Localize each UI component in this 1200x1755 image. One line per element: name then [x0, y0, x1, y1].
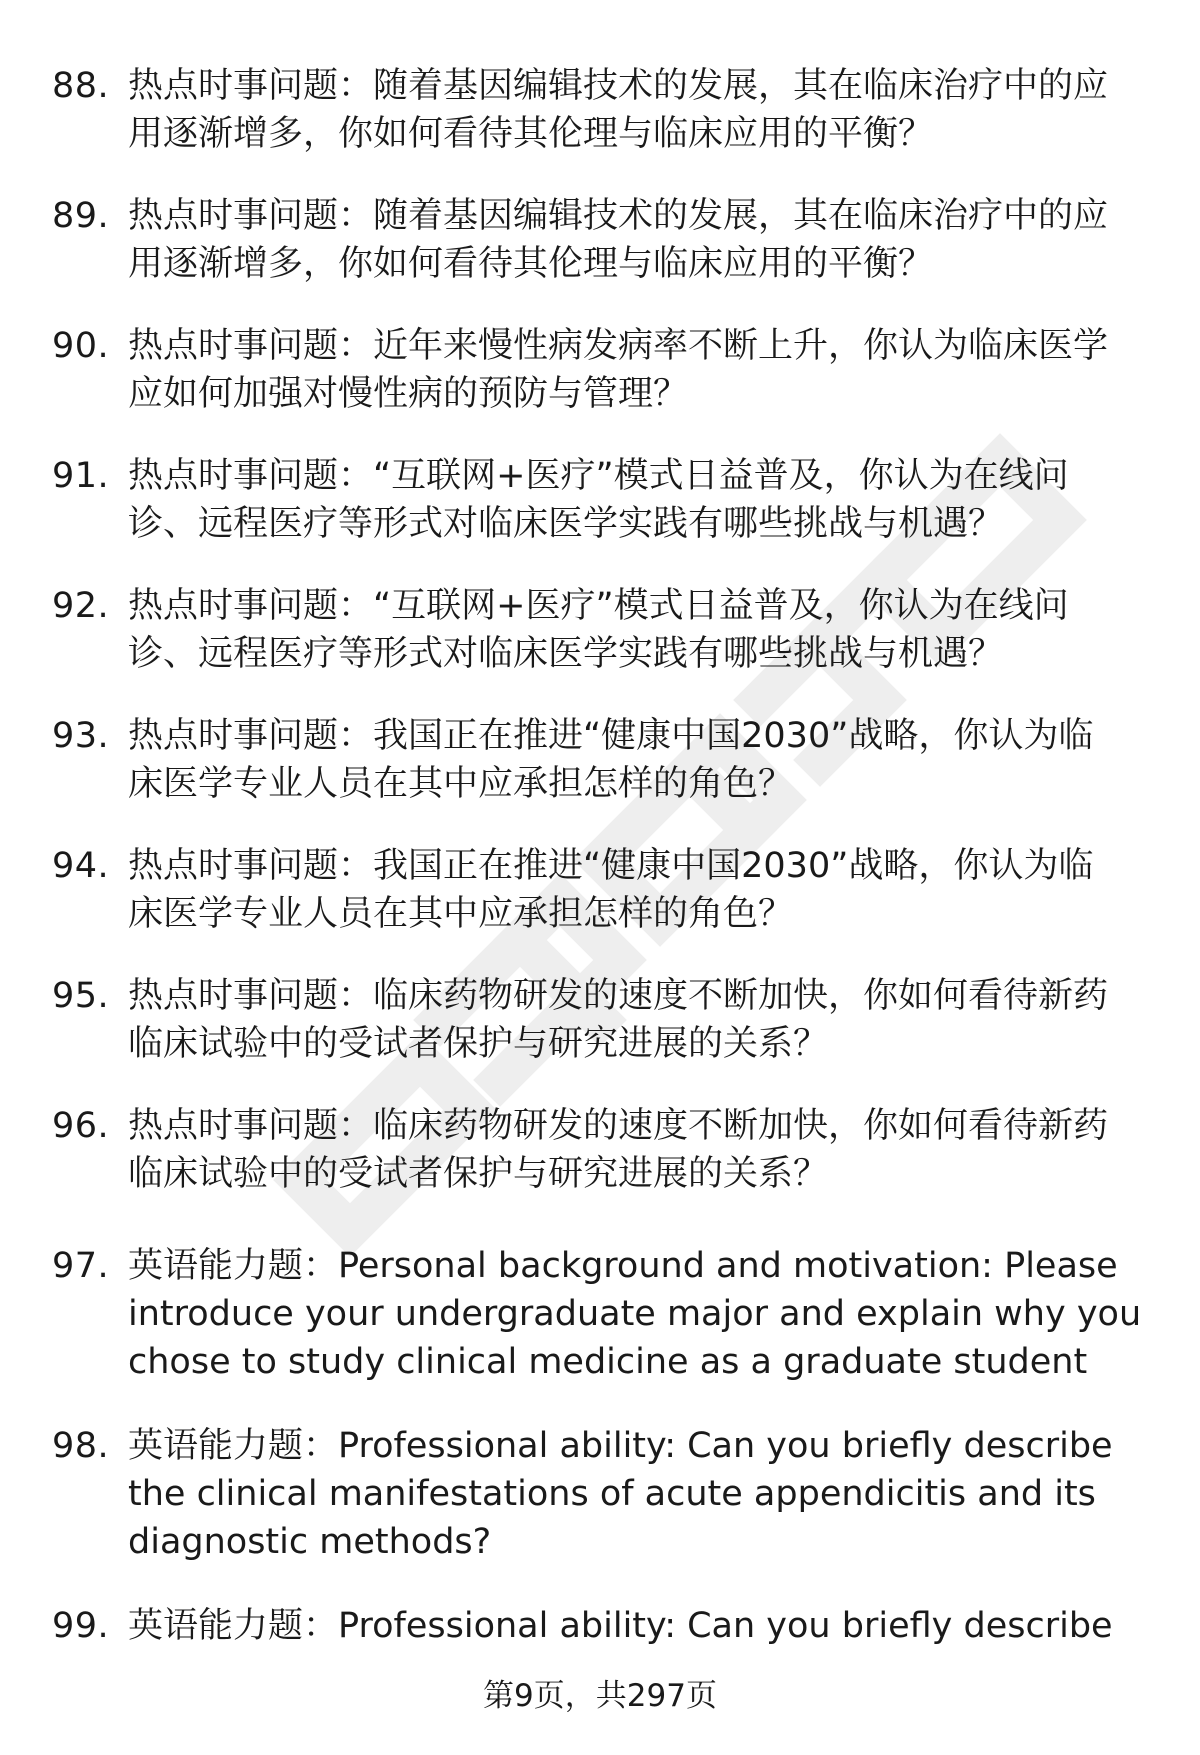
item-text: 热点时事问题：我国正在推进“健康中国2030”战略，你认为临 床医学专业人员在其中应承担怎样的角色？ — [128, 846, 1094, 934]
item-text: 热点时事问题：“互联网+医疗”模式日益普及，你认为在线问 诊、远程医疗等形式对临床医学实践有哪些挑战与机遇？ — [128, 586, 1069, 674]
item-number: 90. — [52, 326, 110, 366]
item-text: 热点时事问题：随着基因编辑技术的发展，其在临床治疗中的应 用逐渐增多，你如何看待其伦理与临床应用的平衡？ — [128, 66, 1109, 154]
item-number: 94. — [52, 846, 110, 886]
item-number: 92. — [52, 586, 110, 626]
item-text: 热点时事问题：临床药物研发的速度不断加快，你如何看待新药 临床试验中的受试者保护与研究进展的关系？ — [128, 1106, 1109, 1194]
item-number: 88. — [52, 66, 110, 106]
item-text: 热点时事问题：“互联网+医疗”模式日益普及，你认为在线问 诊、远程医疗等形式对临床医学实践有哪些挑战与机遇？ — [128, 456, 1069, 544]
item-text: 热点时事问题：临床药物研发的速度不断加快，你如何看待新药 临床试验中的受试者保护与研究进展的关系？ — [128, 976, 1109, 1064]
page-number: 第9页，共297页 — [483, 1678, 717, 1714]
item-number: 89. — [52, 196, 110, 236]
item-number: 97. — [52, 1246, 110, 1286]
item-text: 英语能力题：Professional ability: Can you briefly describe — [128, 1606, 1113, 1646]
item-text: 热点时事问题：我国正在推进“健康中国2030”战略，你认为临 床医学专业人员在其中应承担怎样的角色？ — [128, 716, 1094, 804]
item-number: 98. — [52, 1426, 110, 1466]
item-text: 热点时事问题：近年来慢性病发病率不断上升，你认为临床医学 应如何加强对慢性病的预防与管理？ — [128, 326, 1109, 414]
item-number: 93. — [52, 716, 110, 756]
item-text: 英语能力题：Professional ability: Can you briefly describe the clinical manifestations of acute appendicitis and its diagnostic methods? — [128, 1426, 1113, 1562]
item-number: 95. — [52, 976, 110, 1016]
item-number: 91. — [52, 456, 110, 496]
item-number: 96. — [52, 1106, 110, 1146]
item-number: 99. — [52, 1606, 110, 1646]
item-text: 热点时事问题：随着基因编辑技术的发展，其在临床治疗中的应 用逐渐增多，你如何看待其伦理与临床应用的平衡？ — [128, 196, 1109, 284]
item-text: 英语能力题：Personal background and motivation: Please introduce your undergraduate major and explain why you chose to study clinical medicine as a graduate student — [128, 1246, 1142, 1382]
